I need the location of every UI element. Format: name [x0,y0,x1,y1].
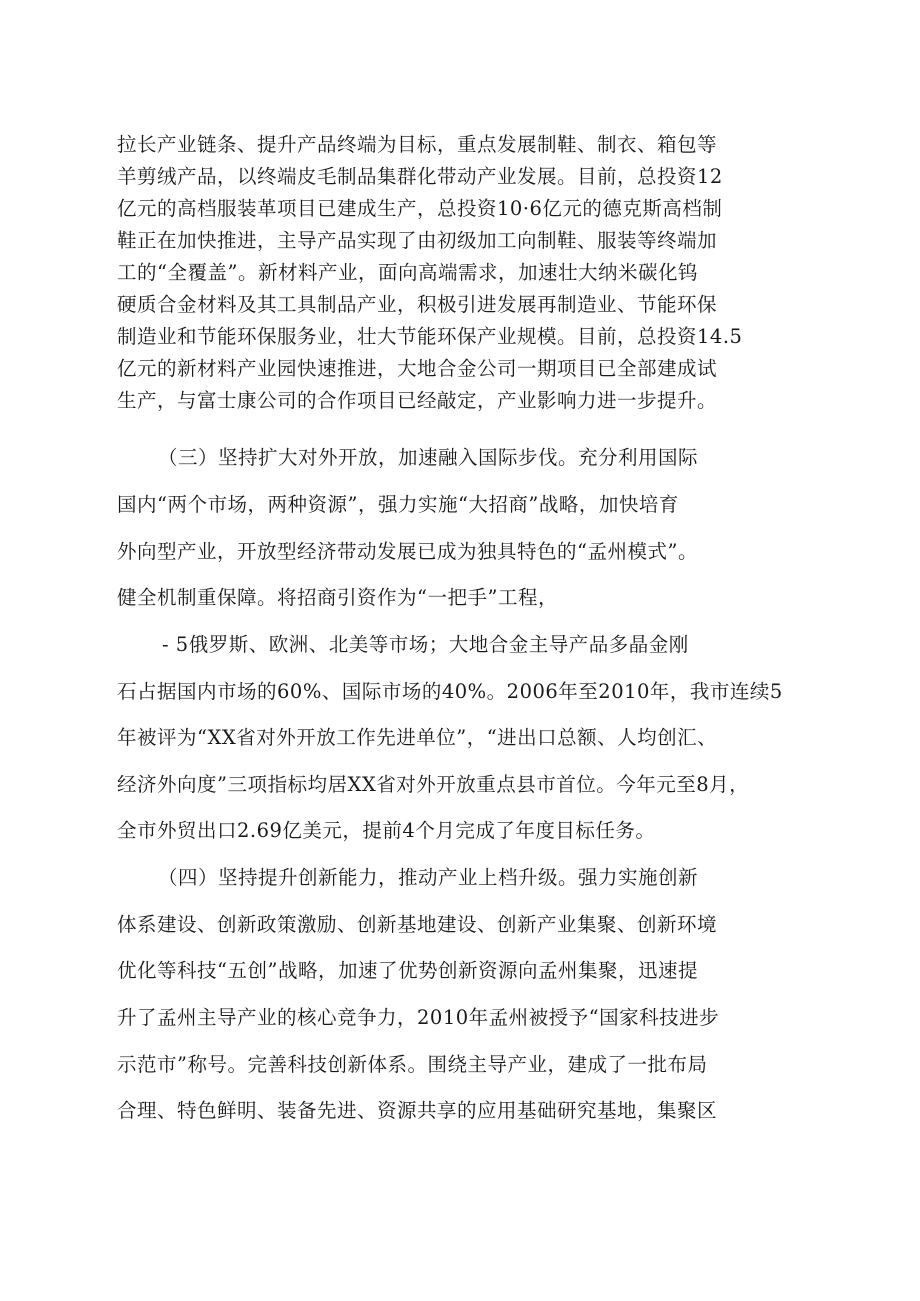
text-line: 生产，与富士康公司的合作项目已经敲定，产业影响力进一步提升。 [117,389,718,412]
text-line: 合理、特色鲜明、装备先进、资源共享的应用基础研究基地，集聚区 [117,1099,718,1122]
text-line: 健全机制重保障。将招商引资作为“一把手”工程， [117,586,558,609]
text-line: 羊剪绒产品，以终端皮毛制品集群化带动产业发展。目前，总投资12 [117,165,723,188]
text-line: 外向型产业，开放型经济带动发展已成为独具特色的“孟州模式”。 [117,540,698,563]
text-line: 亿元的高档服装革项目已建成生产，总投资10·6亿元的德克斯高档制 [117,197,723,220]
text-line: 石占据国内市场的60%、国际市场的40%。2006年至2010年，我市连续5 [117,680,783,703]
text-line: 经济外向度”三项指标均居XX省对外开放重点县市首位。今年元至8月， [117,773,750,796]
text-line: 硬质合金材料及其工具制品产业，积极引进发展再制造业、节能环保 [117,293,718,316]
text-line: 示范市”称号。完善科技创新体系。围绕主导产业，建成了一批布局 [117,1053,708,1076]
text-line: 升了孟州主导产业的核心竞争力，2010年孟州被授予“国家科技进步 [117,1006,720,1029]
text-line: 国内“两个市场，两种资源”，强力实施“大招商”战略，加快培育 [117,493,679,516]
section-heading-line: （四）坚持提升创新能力，推动产业上档升级。强力实施创新 [158,866,699,889]
text-line: 体系建设、创新政策激励、创新基地建设、创新产业集聚、创新环境 [117,913,718,936]
text-line: 鞋正在加快推进，主导产品实现了由初级加工向制鞋、服装等终端加 [117,229,718,252]
section-heading-line: （三）坚持扩大对外开放，加速融入国际步伐。充分利用国际 [158,446,699,469]
text-line: - 5俄罗斯、欧洲、北美等市场；大地合金主导产品多晶金刚 [162,633,689,656]
text-line: 年被评为“XX省对外开放工作先进单位”，“进出口总额、人均创汇、 [117,726,718,749]
text-line: 工的“全覆盖”。新材料产业，面向高端需求，加速壮大纳米碳化钨 [117,261,698,284]
text-line: 拉长产业链条、提升产品终端为目标，重点发展制鞋、制衣、箱包等 [117,133,718,156]
text-line: 制造业和节能环保服务业，壮大节能环保产业规模。目前，总投资14.5 [117,325,743,348]
text-line: 亿元的新材料产业园快速推进，大地合金公司一期项目已全部建成试 [117,357,718,380]
text-line: 全市外贸出口2.69亿美元，提前4个月完成了年度目标任务。 [117,819,656,842]
text-line: 优化等科技“五创”战略，加速了优势创新资源向孟州集聚，迅速提 [117,959,698,982]
